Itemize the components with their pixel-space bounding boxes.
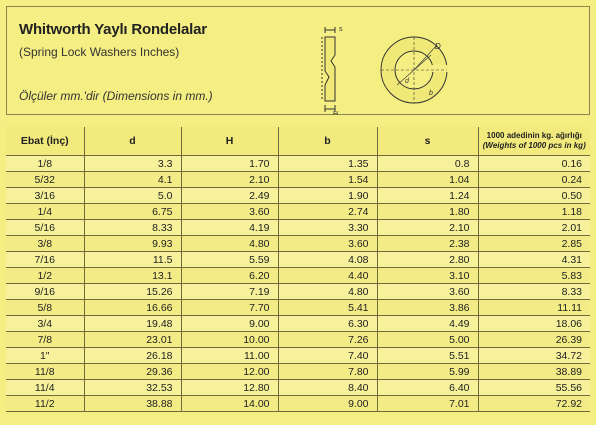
table-cell: 6.40 <box>377 380 478 396</box>
table-cell: 5.00 <box>377 332 478 348</box>
table-cell: 1.80 <box>377 204 478 220</box>
table-cell: 1.70 <box>181 156 278 172</box>
table-cell: 5.0 <box>84 188 181 204</box>
table-cell: 6.20 <box>181 268 278 284</box>
label-D: D <box>435 42 441 51</box>
table-cell: 1/8 <box>6 156 84 172</box>
table-cell: 3.60 <box>278 236 377 252</box>
table-cell: 2.10 <box>377 220 478 236</box>
table-cell: 55.56 <box>478 380 590 396</box>
table-cell: 3.30 <box>278 220 377 236</box>
table-cell: 5/8 <box>6 300 84 316</box>
table-cell: 2.80 <box>377 252 478 268</box>
table-cell: 7.26 <box>278 332 377 348</box>
table-row <box>6 316 590 332</box>
table-cell: 1.18 <box>478 204 590 220</box>
table-row <box>6 204 590 220</box>
label-d: d <box>405 78 409 85</box>
table-cell: 1.54 <box>278 172 377 188</box>
table-cell: 1/2 <box>6 268 84 284</box>
table-cell: 10.00 <box>181 332 278 348</box>
table-cell: 2.10 <box>181 172 278 188</box>
table-cell: 26.39 <box>478 332 590 348</box>
table-cell: 4.08 <box>278 252 377 268</box>
table-cell: 11.5 <box>84 252 181 268</box>
table-cell: 2.01 <box>478 220 590 236</box>
table-cell: 4.19 <box>181 220 278 236</box>
table-cell: 8.40 <box>278 380 377 396</box>
table-cell: 19.48 <box>84 316 181 332</box>
table-cell: 38.88 <box>84 396 181 412</box>
table-cell: 0.16 <box>478 156 590 172</box>
page-title: Whitworth Yaylı Rondelalar <box>19 21 207 38</box>
table-cell: 9.00 <box>181 316 278 332</box>
table-cell: 6.75 <box>84 204 181 220</box>
table-cell: 3.60 <box>181 204 278 220</box>
table-cell: 3.10 <box>377 268 478 284</box>
table-cell: 5.59 <box>181 252 278 268</box>
washer-side-view <box>322 27 335 112</box>
table-cell: 9/16 <box>6 284 84 300</box>
table-cell: 26.18 <box>84 348 181 364</box>
table-cell: 1.90 <box>278 188 377 204</box>
table-cell: 14.00 <box>181 396 278 412</box>
table-cell: 7.80 <box>278 364 377 380</box>
table-cell: 3/8 <box>6 236 84 252</box>
table-cell: 1.04 <box>377 172 478 188</box>
table-cell: 3.3 <box>84 156 181 172</box>
col-header-d: d <box>84 127 181 156</box>
label-h: H <box>333 111 339 115</box>
col-header-weight-line2: (Weights of 1000 pcs in kg) <box>482 141 586 150</box>
table-cell: 8.33 <box>478 284 590 300</box>
col-header-s: s <box>377 127 478 156</box>
table-cell: 3.86 <box>377 300 478 316</box>
table-cell: 7.40 <box>278 348 377 364</box>
table-row <box>6 348 590 364</box>
table-row <box>6 364 590 380</box>
table-row <box>6 172 590 188</box>
table-cell: 3.60 <box>377 284 478 300</box>
table-row <box>6 220 590 236</box>
table-cell: 4.40 <box>278 268 377 284</box>
table-cell: 72.92 <box>478 396 590 412</box>
table-cell: 9.00 <box>278 396 377 412</box>
table-cell: 34.72 <box>478 348 590 364</box>
table-cell: 38.89 <box>478 364 590 380</box>
table-cell: 9.93 <box>84 236 181 252</box>
table-cell: 11/8 <box>6 364 84 380</box>
page-subtitle: (Spring Lock Washers Inches) <box>19 45 180 59</box>
table-cell: 1/4 <box>6 204 84 220</box>
label-b: b <box>429 90 433 97</box>
table-cell: 11/2 <box>6 396 84 412</box>
table-row <box>6 236 590 252</box>
table-cell: 16.66 <box>84 300 181 316</box>
table-cell: 5.51 <box>377 348 478 364</box>
col-header-weight-line1: 1000 adedinin kg. ağırlığı <box>486 131 582 140</box>
table-cell: 29.36 <box>84 364 181 380</box>
table-row <box>6 284 590 300</box>
table-cell: 12.80 <box>181 380 278 396</box>
table-cell: 0.24 <box>478 172 590 188</box>
table-cell: 2.74 <box>278 204 377 220</box>
table-cell: 18.06 <box>478 316 590 332</box>
col-header-H: H <box>181 127 278 156</box>
col-header-size: Ebat (İnç) <box>6 127 84 156</box>
table-cell: 12.00 <box>181 364 278 380</box>
table-row <box>6 332 590 348</box>
table-header-row <box>6 127 590 156</box>
table-row <box>6 188 590 204</box>
table-cell: 11.00 <box>181 348 278 364</box>
table-cell: 7/16 <box>6 252 84 268</box>
table-cell: 4.49 <box>377 316 478 332</box>
table-cell: 3/4 <box>6 316 84 332</box>
table-row <box>6 300 590 316</box>
table-row <box>6 396 590 412</box>
table-cell: 11/4 <box>6 380 84 396</box>
col-header-b: b <box>278 127 377 156</box>
table-cell: 5.41 <box>278 300 377 316</box>
table-cell: 1.35 <box>278 156 377 172</box>
table-cell: 7/8 <box>6 332 84 348</box>
table-cell: 5/32 <box>6 172 84 188</box>
table-cell: 2.85 <box>478 236 590 252</box>
table-cell: 4.80 <box>181 236 278 252</box>
table-cell: 0.50 <box>478 188 590 204</box>
table-cell: 23.01 <box>84 332 181 348</box>
table-cell: 7.19 <box>181 284 278 300</box>
table-cell: 32.53 <box>84 380 181 396</box>
table-cell: 5.83 <box>478 268 590 284</box>
dimensions-note: Ölçüler mm.'dir (Dimensions in mm.) <box>19 89 213 103</box>
table-cell: 13.1 <box>84 268 181 284</box>
table-row <box>6 156 590 172</box>
table-cell: 0.8 <box>377 156 478 172</box>
table-cell: 1" <box>6 348 84 364</box>
table-row <box>6 252 590 268</box>
table-cell: 7.01 <box>377 396 478 412</box>
table-cell: 4.80 <box>278 284 377 300</box>
table-cell: 5.99 <box>377 364 478 380</box>
table-cell: 8.33 <box>84 220 181 236</box>
table-cell: 2.49 <box>181 188 278 204</box>
table-row <box>6 380 590 396</box>
table-cell: 6.30 <box>278 316 377 332</box>
table-cell: 4.1 <box>84 172 181 188</box>
table-cell: 2.38 <box>377 236 478 252</box>
table-cell: 1.24 <box>377 188 478 204</box>
label-s: s <box>339 26 343 33</box>
table-cell: 11.11 <box>478 300 590 316</box>
header-panel <box>6 6 590 115</box>
washer-table <box>6 127 590 412</box>
washer-diagram <box>319 15 459 115</box>
table-cell: 5/16 <box>6 220 84 236</box>
col-header-weight <box>478 127 590 156</box>
table-cell: 3/16 <box>6 188 84 204</box>
table-row <box>6 268 590 284</box>
table-cell: 4.31 <box>478 252 590 268</box>
table-body <box>6 156 590 412</box>
table-cell: 7.70 <box>181 300 278 316</box>
table-cell: 15.26 <box>84 284 181 300</box>
